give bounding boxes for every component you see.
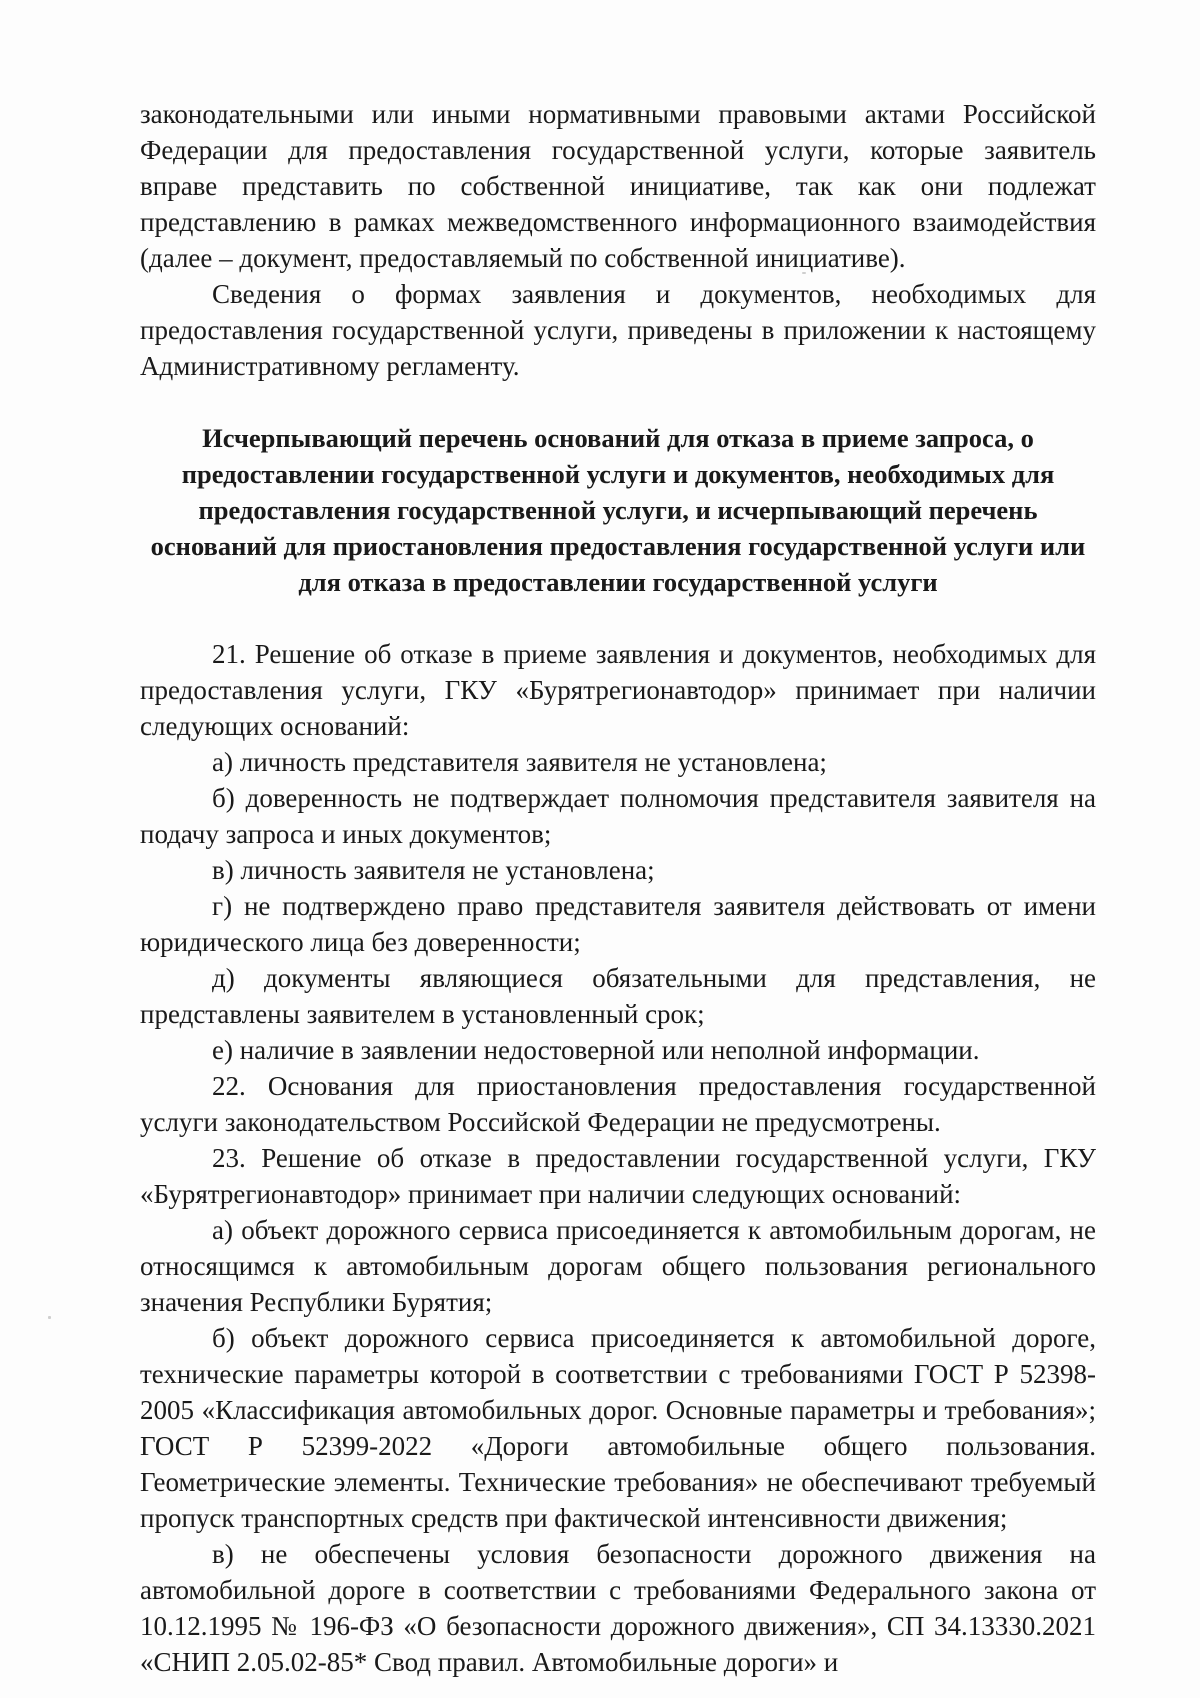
list-item-23c: в) не обеспечены условия безопасности дорожного движения на автомобильной дороге в соответствии с требованиями Федерального закона от 10.12.1995 № 196-ФЗ «О безопасности дорожного движения», СП 34.13330.2021 «СНИП 2.05.02-85* Свод правил. Автомобильные дороги» и bbox=[140, 1539, 1096, 1677]
list-item-23a: а) объект дорожного сервиса присоединяется к автомобильным дорогам, не относящимся к автомобильным дорогам общего пользования регионального значения Республики Бурятия; bbox=[140, 1215, 1096, 1317]
list-item-21c: в) личность заявителя не установлена; bbox=[212, 855, 655, 885]
section-heading: Исчерпывающий перечень оснований для отказа в приеме запроса, о предоставлении государственной услуги и документов, необходимых для предоставления государственной услуги, и исчерпывающий перечень оснований для приостановления предоставления государственной услуги или для отказа в предоставлении государственной услуги bbox=[150, 423, 1086, 597]
list-item-21d: г) не подтверждено право представителя заявителя действовать от имени юридического лица без доверенности; bbox=[140, 891, 1096, 957]
paragraph-continuation: законодательными или иными нормативными правовыми актами Российской Федерации для предоставления государственной услуги, которые заявитель вправе представить по собственной инициативе, так как они подлежат представлению в рамках межведомственного информационного взаимодействия (далее – документ, предоставляемый по собственной инициативе). bbox=[140, 99, 1096, 273]
scan-speck bbox=[48, 1316, 51, 1319]
paragraph-forms-info: Сведения о формах заявления и документов, необходимых для предоставления государственной услуги, приведены в приложении к настоящему Административному регламенту. bbox=[140, 279, 1096, 381]
list-item-21a: а) личность представителя заявителя не установлена; bbox=[212, 747, 827, 777]
paragraph-22: 22. Основания для приостановления предоставления государственной услуги законодательством Российской Федерации не предусмотрены. bbox=[140, 1071, 1096, 1137]
list-item-23b: б) объект дорожного сервиса присоединяется к автомобильной дороге, технические параметры которой в соответствии с требованиями ГОСТ Р 52398-2005 «Классификация автомобильных дорог. Основные параметры и требования»; ГОСТ Р 52399-2022 «Дороги автомобильные общего пользования. Геометрические элементы. Технические требования» не обеспечивают требуемый пропуск транспортных средств при фактической интенсивности движения; bbox=[140, 1323, 1096, 1533]
list-item-21e: д) документы являющиеся обязательными для представления, не представлены заявителем в установленный срок; bbox=[140, 963, 1096, 1029]
paragraph-23: 23. Решение об отказе в предоставлении государственной услуги, ГКУ «Бурятрегионавтодор» принимает при наличии следующих оснований: bbox=[140, 1143, 1096, 1209]
document-body bbox=[140, 96, 1096, 1680]
paragraph-21: 21. Решение об отказе в приеме заявления и документов, необходимых для предоставления услуги, ГКУ «Бурятрегионавтодор» принимает при наличии следующих оснований: bbox=[140, 639, 1096, 741]
list-item-21b: б) доверенность не подтверждает полномочия представителя заявителя на подачу запроса и иных документов; bbox=[140, 783, 1096, 849]
list-item-21f: е) наличие в заявлении недостоверной или неполной информации. bbox=[212, 1035, 980, 1065]
